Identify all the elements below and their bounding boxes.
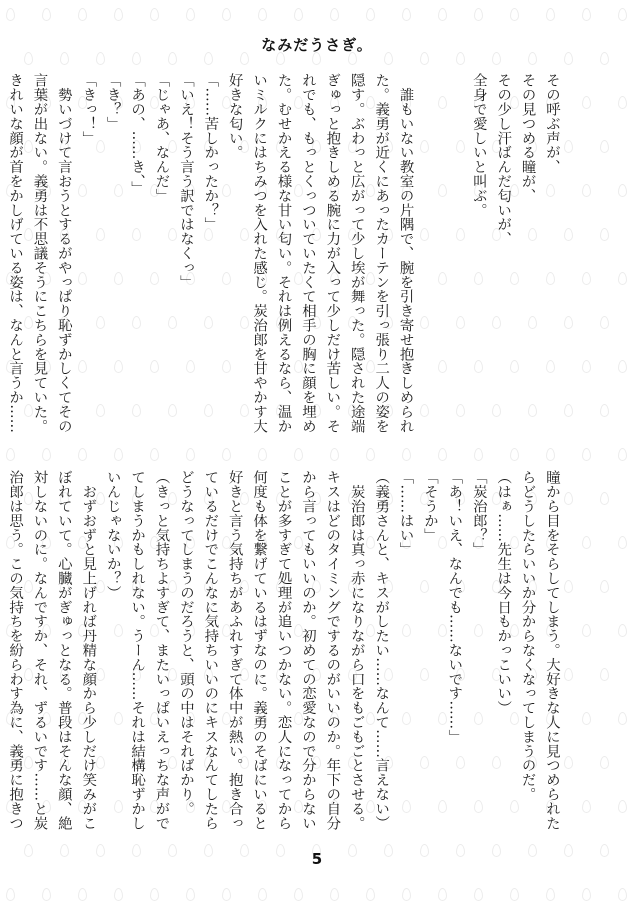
droplet-pattern-icon bbox=[510, 8, 519, 21]
dialogue-line: 「いえ！そう言う訳ではなくっ」 bbox=[177, 73, 194, 289]
droplet-pattern-icon bbox=[546, 448, 555, 461]
droplet-pattern-icon bbox=[258, 448, 267, 461]
droplet-pattern-icon bbox=[42, 8, 51, 21]
droplet-pattern-icon bbox=[474, 8, 483, 21]
paragraph: 全身で愛しいと叫ぶ。 bbox=[470, 73, 487, 217]
droplet-pattern-icon bbox=[6, 448, 15, 461]
text-block-bottom bbox=[7, 470, 564, 840]
droplet-pattern-icon bbox=[402, 888, 411, 901]
blank-line bbox=[418, 73, 442, 445]
droplet-pattern-icon bbox=[78, 8, 87, 21]
dialogue-line: 「あ！いえ、なんでも……ないです……」 bbox=[446, 470, 463, 744]
droplet-pattern-icon bbox=[582, 888, 591, 901]
droplet-pattern-icon bbox=[186, 8, 195, 21]
droplet-pattern-icon bbox=[330, 8, 339, 21]
droplet-pattern-icon bbox=[294, 888, 303, 901]
droplet-pattern-icon bbox=[582, 184, 591, 197]
droplet-pattern-icon bbox=[150, 8, 159, 21]
dialogue-line: 「あの、……き、」 bbox=[129, 73, 146, 196]
droplet-pattern-icon bbox=[618, 8, 627, 21]
droplet-pattern-icon bbox=[438, 8, 447, 21]
droplet-pattern-icon bbox=[42, 888, 51, 901]
droplet-pattern-icon bbox=[222, 8, 231, 21]
droplet-pattern-icon bbox=[600, 404, 609, 417]
droplet-pattern-icon bbox=[582, 272, 591, 285]
droplet-pattern-icon bbox=[546, 8, 555, 21]
droplet-pattern-icon bbox=[114, 888, 123, 901]
droplet-pattern-icon bbox=[186, 448, 195, 461]
dialogue-line: 「きっ！」 bbox=[80, 73, 97, 145]
thought-line: （はぁ……先生は今日もかっこいい） bbox=[495, 470, 512, 715]
droplet-pattern-icon bbox=[438, 448, 447, 461]
droplet-pattern-icon bbox=[402, 448, 411, 461]
droplet-pattern-icon bbox=[618, 624, 627, 637]
droplet-pattern-icon bbox=[618, 360, 627, 373]
droplet-pattern-icon bbox=[42, 448, 51, 461]
droplet-pattern-icon bbox=[294, 8, 303, 21]
droplet-pattern-icon bbox=[618, 184, 627, 197]
droplet-pattern-icon bbox=[618, 96, 627, 109]
paragraph: 炭治郎は真っ赤になりながら口をもごもごとさせる。キスはどのタイミングでするのがいいのか。年下の自分から言ってもいいのか。初めての恋愛なので分からないことが多すぎて処理が追いつかない。恋人になってから何度も体を繋げているはずなのに。義勇のそばにいると好きと言う気持ちがあふれすぎて体中が熱い。抱き合っているだけでこんなに気持ちいいのにキスなんてしたらどうなってしまうのだろうと、頭の中はそればかり。 bbox=[177, 470, 365, 830]
droplet-pattern-icon bbox=[474, 448, 483, 461]
dialogue-line: 「……はい」 bbox=[397, 470, 414, 557]
text-block-top bbox=[7, 73, 564, 445]
droplet-pattern-icon bbox=[582, 360, 591, 373]
droplet-pattern-icon bbox=[330, 888, 339, 901]
droplet-pattern-icon bbox=[618, 448, 627, 461]
droplet-pattern-icon bbox=[600, 316, 609, 329]
droplet-pattern-icon bbox=[564, 404, 573, 417]
droplet-pattern-icon bbox=[564, 228, 573, 241]
dialogue-line: 「炭治郎？」 bbox=[470, 470, 487, 557]
droplet-pattern-icon bbox=[582, 624, 591, 637]
blank-line bbox=[442, 73, 466, 445]
dialogue-line: 「そうか」 bbox=[421, 470, 438, 542]
paragraph: その呼ぶ声が、 bbox=[544, 73, 560, 174]
droplet-pattern-icon bbox=[6, 888, 15, 901]
droplet-pattern-icon bbox=[564, 316, 573, 329]
paragraph: 瞳から目をそらしてしまう。大好きな人に見つめられたらどうしたらいいか分からなくなってしまうのだ。 bbox=[519, 470, 560, 830]
droplet-pattern-icon bbox=[366, 8, 375, 21]
thought-line: （きっと気持ちよすぎて、またいっぱいえっちな声がでてしまうかもしれない。うーん……それは結構恥ずかしいんじゃないか？） bbox=[104, 470, 170, 830]
droplet-pattern-icon bbox=[510, 448, 519, 461]
droplet-pattern-icon bbox=[600, 756, 609, 769]
paragraph: その見つめる瞳が、 bbox=[519, 73, 536, 203]
droplet-pattern-icon bbox=[78, 888, 87, 901]
droplet-pattern-icon bbox=[258, 888, 267, 901]
droplet-pattern-icon bbox=[330, 448, 339, 461]
droplet-pattern-icon bbox=[438, 888, 447, 901]
droplet-pattern-icon bbox=[222, 448, 231, 461]
droplet-pattern-icon bbox=[114, 448, 123, 461]
droplet-pattern-icon bbox=[294, 448, 303, 461]
droplet-pattern-icon bbox=[618, 272, 627, 285]
droplet-pattern-icon bbox=[6, 8, 15, 21]
page-title: なみだうさぎ。 bbox=[261, 36, 373, 54]
thought-line: （義勇さんと、キスがしたい……なんて……言えない） bbox=[373, 470, 390, 830]
page-number: 5 bbox=[311, 850, 323, 868]
droplet-pattern-icon bbox=[600, 140, 609, 153]
dialogue-line: 「き？」 bbox=[104, 73, 121, 131]
dialogue-line: 「じゃあ、なんだ」 bbox=[153, 73, 170, 203]
droplet-pattern-icon bbox=[186, 888, 195, 901]
droplet-pattern-icon bbox=[582, 712, 591, 725]
droplet-pattern-icon bbox=[258, 8, 267, 21]
droplet-pattern-icon bbox=[582, 8, 591, 21]
droplet-pattern-icon bbox=[114, 8, 123, 21]
paragraph: おずおずと見上げれば丹精な顔から少しだけ笑みがこぼれていて。心臓がぎゅっとなる。普段はそんな顔、絶対しないのに。なんですか、それ、ずるいです……と炭治郎は思う。この気持ちを紛らわす為に、義勇に抱きつ bbox=[7, 470, 97, 830]
droplet-pattern-icon bbox=[582, 96, 591, 109]
droplet-pattern-icon bbox=[510, 888, 519, 901]
droplet-pattern-icon bbox=[582, 800, 591, 813]
droplet-pattern-icon bbox=[78, 448, 87, 461]
droplet-pattern-icon bbox=[366, 888, 375, 901]
droplet-pattern-icon bbox=[150, 448, 159, 461]
droplet-pattern-icon bbox=[600, 492, 609, 505]
paragraph: 誰もいない教室の片隅で、腕を引き寄せ抱きしめられた。義勇が近くにあったカーテンを引っ張り二人の姿を隠す。ぶわっと広がって少し埃が舞った。隠された途端ぎゅっと抱きしめる腕に力が入って少しだけ苦しい。それでも、もっとくっついていたくて相手の胸に顔を埋めた。むせかえる様な甘い匂い。それは例えるなら、温かいミルクにはちみつを入れた感じ。炭治郎を甘やかす大好きな匂い。 bbox=[226, 73, 414, 433]
droplet-pattern-icon bbox=[402, 8, 411, 21]
droplet-pattern-icon bbox=[618, 712, 627, 725]
droplet-pattern-icon bbox=[600, 668, 609, 681]
droplet-pattern-icon bbox=[222, 888, 231, 901]
droplet-pattern-icon bbox=[366, 448, 375, 461]
paragraph: その少し汗ばんだ匂いが、 bbox=[495, 73, 512, 246]
droplet-pattern-icon bbox=[618, 800, 627, 813]
droplet-pattern-icon bbox=[618, 888, 627, 901]
droplet-pattern-icon bbox=[564, 580, 573, 593]
droplet-pattern-icon bbox=[474, 888, 483, 901]
droplet-pattern-icon bbox=[546, 888, 555, 901]
paragraph: 勢いづけて言おうとするがやっぱり恥ずかしくてその言葉が出ない。義勇は不思議そうにこちらを見ていた。きれいな顔が首をかしげている姿は、なんと言うか…… bbox=[7, 73, 72, 433]
droplet-pattern-icon bbox=[600, 580, 609, 593]
droplet-pattern-icon bbox=[150, 888, 159, 901]
droplet-pattern-icon bbox=[618, 536, 627, 549]
droplet-pattern-icon bbox=[564, 668, 573, 681]
droplet-pattern-icon bbox=[564, 492, 573, 505]
droplet-pattern-icon bbox=[582, 536, 591, 549]
droplet-pattern-icon bbox=[564, 756, 573, 769]
dialogue-line: 「……苦しかったか？」 bbox=[202, 73, 219, 232]
droplet-pattern-icon bbox=[564, 140, 573, 153]
droplet-pattern-icon bbox=[600, 228, 609, 241]
droplet-pattern-icon bbox=[582, 448, 591, 461]
